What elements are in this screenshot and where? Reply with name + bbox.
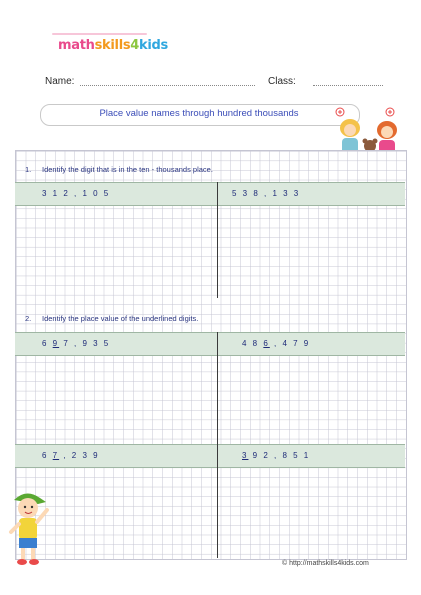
question-2-item-1: 6 9 7 , 9 3 5 — [42, 339, 111, 348]
question-1-item-1: 3 1 2 , 1 0 5 — [42, 189, 111, 198]
logo-text-math: math — [58, 38, 95, 53]
class-label: Class: — [268, 76, 296, 87]
underlined-digit: 6 — [263, 339, 270, 348]
question-1-text: Identify the digit that is in the ten - thousands place. — [42, 165, 213, 174]
question-2-item-4: 3 9 2 , 8 5 1 — [242, 451, 311, 460]
logo-text-skills: skills — [94, 38, 131, 53]
question-2-number: 2. — [25, 314, 32, 323]
underlined-digit: 9 — [52, 339, 60, 348]
underlined-digit: 7 — [52, 451, 60, 460]
name-field[interactable] — [80, 85, 255, 86]
class-field[interactable] — [313, 85, 383, 86]
question-2-divider — [217, 332, 218, 558]
footer-url[interactable]: © http://mathskills4kids.com — [282, 560, 369, 567]
question-2-text: Identify the place value of the underlined digits. — [42, 314, 199, 323]
logo-text-4: 4 — [130, 38, 140, 53]
logo — [58, 38, 168, 53]
question-1-item-2: 5 3 8 , 1 3 3 — [232, 189, 301, 198]
logo-underline — [52, 33, 147, 35]
underlined-digit: 3 — [242, 451, 249, 460]
boy-illustration — [4, 486, 52, 568]
name-label: Name: — [45, 76, 75, 87]
question-1-number: 1. — [25, 165, 32, 174]
question-1-divider — [217, 182, 218, 298]
question-2-item-2: 4 8 6 , 4 7 9 — [242, 339, 311, 348]
logo-text-kids: kids — [139, 38, 168, 53]
worksheet-title: Place value names through hundred thousands — [99, 108, 299, 119]
question-2-item-3: 6 7 , 2 3 9 — [42, 451, 100, 460]
